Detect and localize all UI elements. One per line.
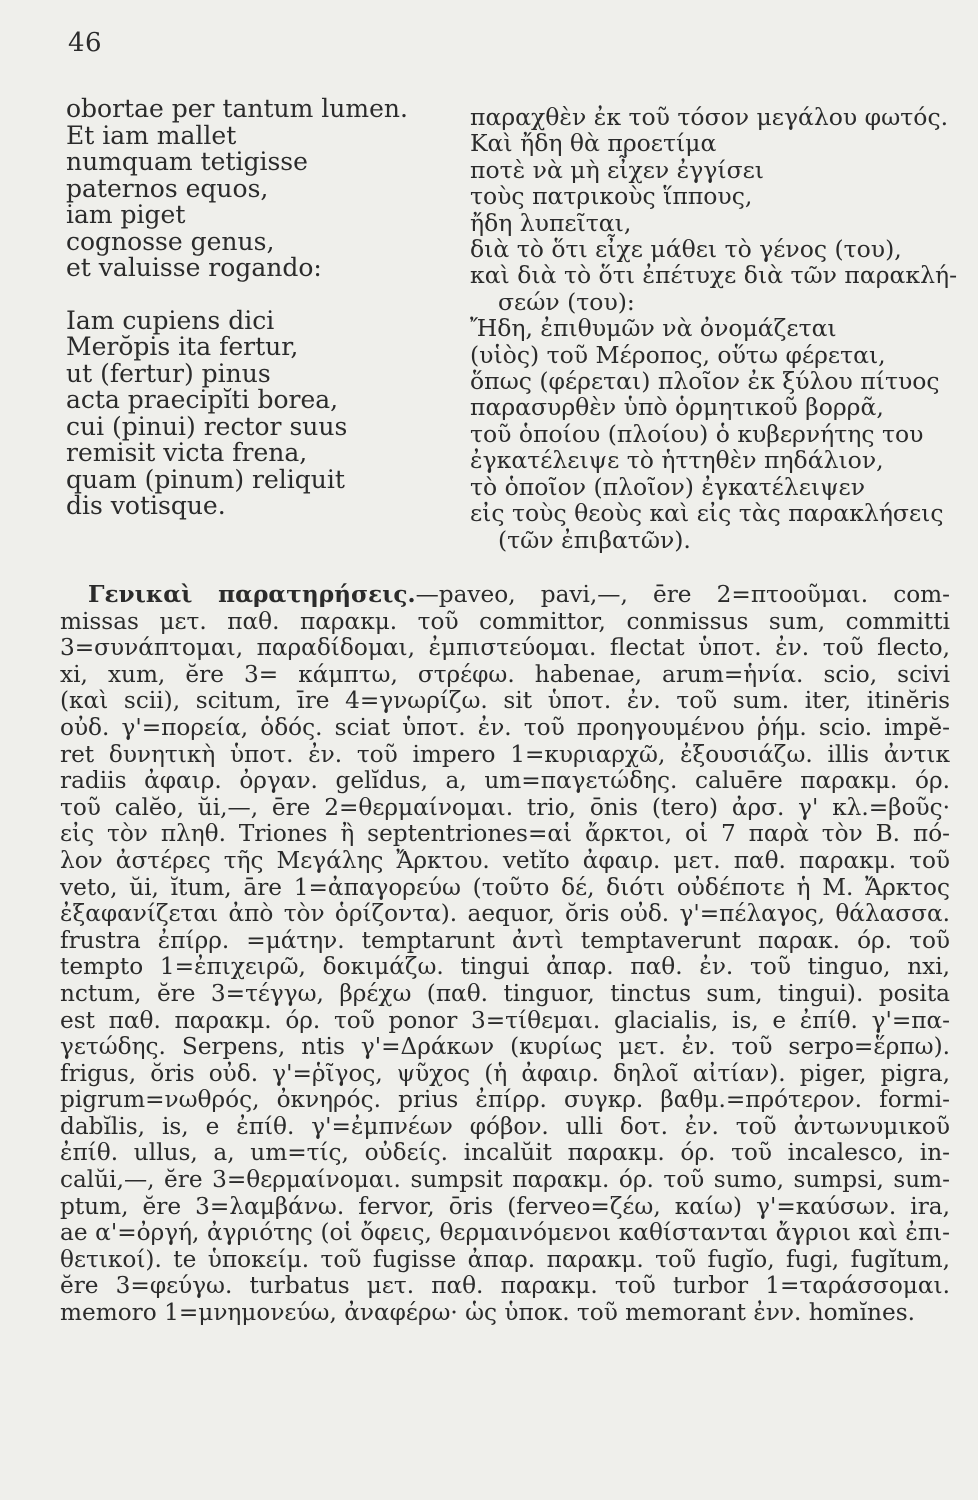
notes-line: 3=συνάπτομαι, παραδίδομαι, ἐμπιστεύομαι. flectat ὑποτ. ἐν. τοῦ flecto, bbox=[60, 634, 950, 662]
latin-line: Iam cupiens dici bbox=[66, 305, 275, 335]
greek-line: ποτὲ νὰ μὴ εἶχεν ἐγγίσει bbox=[470, 155, 765, 184]
notes-line: λον ἀστέρες τῆς Μεγάλης Ἄρκτου. vetĭto ἀφαιρ. μετ. παθ. παρακμ. τοῦ bbox=[60, 846, 950, 874]
latin-line: numquam tetigisse bbox=[66, 147, 308, 176]
latin-line: dis votisque. bbox=[66, 491, 226, 520]
general-remarks-section bbox=[60, 582, 950, 1327]
greek-translation-column bbox=[470, 104, 970, 553]
greek-line: (τῶν ἐπιβατῶν). bbox=[498, 525, 691, 554]
notes-line: nctum, ĕre 3=τέγγω, βρέχω (παθ. tinguor, tinctus sum, tingui). posita bbox=[60, 979, 950, 1007]
notes-line: (καὶ scii), scitum, īre 4=γνωρίζω. sit ὑποτ. ἐν. τοῦ sum. iter, itinĕris bbox=[60, 687, 950, 715]
notes-line: ἐξαφανίζεται ἀπὸ τὸν ὁρίζοντα). aequor, ŏris οὐδ. γ'=πέλαγος, θάλασσα. bbox=[60, 900, 950, 928]
notes-line: γετώδης. Serpens, ntis γ'=Δράκων (κυρίως μετ. ἐν. τοῦ serpo=ἕρπω). bbox=[60, 1033, 950, 1061]
greek-line: παραχθὲν ἐκ τοῦ τόσον μεγάλου φωτός. bbox=[470, 103, 949, 131]
notes-line: missas μετ. παθ. παρακμ. τοῦ committor, conmissus sum, committi bbox=[60, 607, 950, 635]
notes-line: est παθ. παρακμ. όρ. τοῦ ponor 3=τίθεμαι. glacialis, is, e ἐπίθ. γ'=πα- bbox=[60, 1006, 950, 1034]
notes-line: ἐπίθ. ullus, a, um=τίς, οὐδείς. incalŭit παρακμ. όρ. τοῦ incalesco, in- bbox=[60, 1139, 950, 1167]
greek-line: σεών (του): bbox=[498, 287, 635, 316]
notes-line: radiis ἀφαιρ. ὀργαν. gelĭdus, a, um=παγετώδης. caluēre παρακμ. όρ. bbox=[60, 767, 950, 795]
greek-line: καὶ διὰ τὸ ὅτι ἐπέτυχε διὰ τῶν παρακλή- bbox=[470, 261, 958, 290]
notes-line: ae α'=ὀργή, ἀγριότης (οἱ ὄφεις, θερμαινόμενοι καθίστανται ἄγριοι καὶ ἐπι- bbox=[60, 1219, 950, 1247]
latin-line: cui (pinui) rector suus bbox=[66, 411, 348, 441]
notes-line: calŭi,—, ĕre 3=θερμαίνομαι. sumpsit παρακμ. όρ. τοῦ sumo, sumpsi, sum- bbox=[60, 1166, 950, 1194]
greek-line: Ἤδη, ἐπιθυμῶν νὰ ὀνομάζεται bbox=[470, 314, 837, 343]
latin-line: acta praecipĭti borea, bbox=[66, 385, 339, 414]
latin-line: iam piget bbox=[66, 200, 186, 229]
notes-line: ĕre 3=φεύγω. turbatus μετ. παθ. παρακμ. τοῦ turbor 1=ταράσσομαι. bbox=[60, 1272, 950, 1300]
notes-line: οὐδ. γ'=πορεία, ὁδός. sciat ὑποτ. ἐν. τοῦ προηγουμένου ῥήμ. scio. impĕ- bbox=[60, 713, 950, 741]
greek-line: Καὶ ἤδη θὰ προετίμα bbox=[470, 129, 717, 158]
notes-line: pigrum=νωθρός, ὀκνηρός. prius ἐπίρρ. συγκρ. βαθμ.=πρότερον. formi- bbox=[60, 1086, 950, 1114]
latin-line: remisit victa frena, bbox=[66, 438, 308, 467]
latin-line: Et iam mallet bbox=[66, 120, 237, 150]
notes-heading: Γενικαὶ παρατηρήσεις. bbox=[88, 581, 416, 608]
greek-line: τοῦ ὁποίου (πλοίου) ὁ κυβερνήτης του bbox=[470, 419, 924, 448]
notes-line: τοῦ calĕo, ŭi,—, ēre 2=θερμαίνομαι. trio, ōnis (tero) ἀρσ. γ' κλ.=βοῦς· bbox=[60, 793, 950, 821]
greek-line: ἐγκατέλειψε τὸ ἡττηθὲν πηδάλιον, bbox=[470, 446, 884, 475]
latin-line: obortae per tantum lumen. bbox=[66, 94, 408, 123]
notes-line: tempto 1=ἐπιχειρῶ, δοκιμάζω. tingui ἀπαρ. παθ. ἐν. τοῦ tinguo, nxi, bbox=[60, 953, 950, 981]
notes-line: dabĭlis, is, e ἐπίθ. γ'=ἐμπνέων φόβον. ulli δοτ. ἐν. τοῦ ἀντωνυμικοῦ bbox=[60, 1112, 950, 1140]
greek-line: ἤδη λυπεῖται, bbox=[470, 208, 632, 237]
greek-line: (υἱὸς) τοῦ Μέροπος, οὕτω φέρεται, bbox=[470, 340, 886, 369]
stanza-gap bbox=[66, 282, 456, 308]
notes-line: xi, xum, ĕre 3= κάμπτω, στρέφω. habenae, arum=ἡνία. scio, scivi bbox=[60, 660, 950, 688]
latin-line: ut (fertur) pinus bbox=[66, 358, 271, 388]
notes-line: θετικοί). te ὑποκείμ. τοῦ fugisse ἀπαρ. παρακμ. τοῦ fugĭo, fugi, fugĭtum, bbox=[60, 1245, 950, 1273]
latin-text-column bbox=[66, 96, 456, 520]
latin-line: cognosse genus, bbox=[66, 226, 275, 256]
notes-line: frigus, ŏris οὐδ. γ'=ῥῖγος, ψῦχος (ἡ ἀφαιρ. δηλοῖ αἰτίαν). piger, pigra, bbox=[60, 1059, 950, 1087]
page-number: 46 bbox=[68, 28, 103, 58]
greek-line: εἰς τοὺς θεοὺς καὶ εἰς τὰς παρακλήσεις bbox=[470, 499, 944, 528]
latin-line: quam (pinum) reliquit bbox=[66, 464, 345, 494]
notes-line: εἰς τὸν πληθ. Triones ἢ septentriones=αἱ ἄρκτοι, οἱ 7 παρὰ τὸν Β. πό- bbox=[60, 820, 950, 848]
latin-line: et valuisse rogando: bbox=[66, 253, 322, 282]
notes-line: —paveo, pavi,—, ēre 2=πτοοῦμαι. com- bbox=[415, 581, 950, 608]
notes-line: ptum, ĕre 3=λαμβάνω. fervor, ōris (ferveo=ζέω, καίω) γ'=καύσων. ira, bbox=[60, 1192, 950, 1220]
notes-line: frustra ἐπίρρ. =μάτην. temptarunt ἀντὶ temptaverunt παρακ. όρ. τοῦ bbox=[60, 926, 950, 954]
greek-line: ὅπως (φέρεται) πλοῖον ἐκ ξύλου πίτυος bbox=[470, 367, 940, 396]
notes-line: veto, ŭi, ĭtum, āre 1=ἀπαγορεύω (τοῦτο δέ, διότι οὐδέποτε ἡ Μ. Ἄρκτος bbox=[60, 873, 950, 901]
greek-line: τὸ ὁποῖον (πλοῖον) ἐγκατέλειψεν bbox=[470, 472, 865, 501]
notes-line: ret δυνητικὴ ὑποτ. ἐν. τοῦ impero 1=κυριαρχῶ, ἐξουσιάζω. illis ἀντικ bbox=[60, 740, 950, 768]
notes-line: memoro 1=μνημονεύω, ἀναφέρω· ὡς ὑποκ. τοῦ memorant ἐνν. homĭnes. bbox=[60, 1299, 915, 1327]
greek-line: διὰ τὸ ὅτι εἶχε μάθει τὸ γένος (του), bbox=[470, 235, 902, 264]
latin-line: paternos equos, bbox=[66, 173, 269, 203]
greek-line: τοὺς πατρικοὺς ἵππους, bbox=[470, 182, 753, 211]
greek-line: παρασυρθὲν ὑπὸ ὁρμητικοῦ βορρᾶ, bbox=[470, 393, 884, 422]
latin-line: Merŏpis ita fertur, bbox=[66, 332, 299, 361]
